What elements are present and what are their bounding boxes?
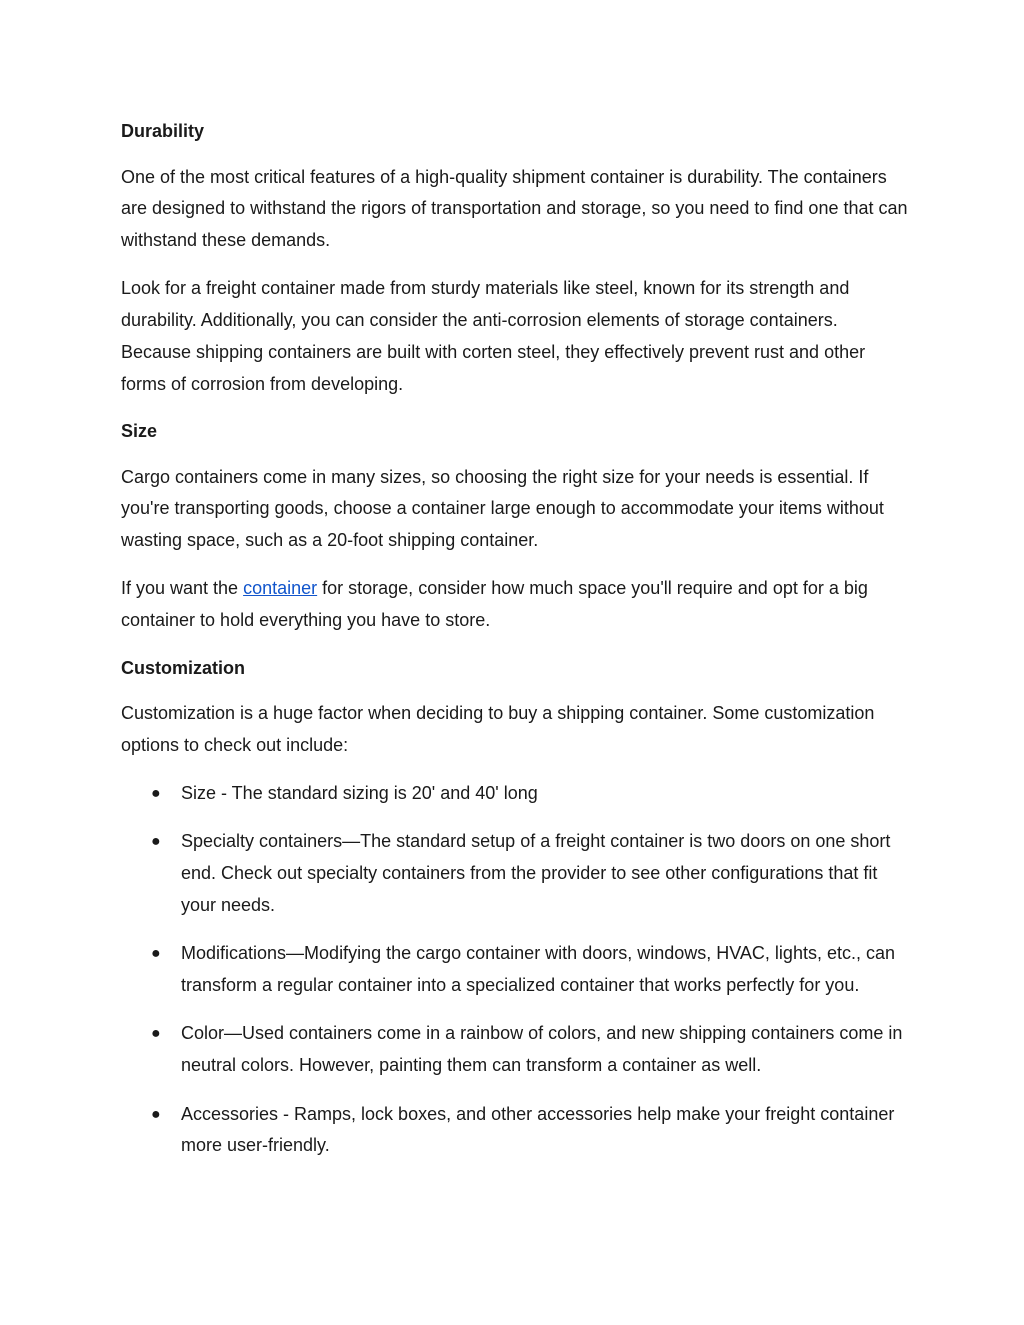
document-page (121, 117, 911, 1179)
bullet-icon: ● (151, 833, 161, 851)
bullet-icon: ● (151, 1025, 161, 1043)
paragraph: Look for a freight container made from sturdy materials like steel, known for its strength and durability. Additionally, you can consider the anti-corrosion elements of storage containers. Because shipping containers are built with corten steel, they effectively prevent rust and other forms of corrosion from developing. (121, 278, 866, 394)
list-item-text: Modifications—Modifying the cargo container with doors, windows, HVAC, lights, etc., can transform a regular container into a specialized container that works perfectly for you. (181, 943, 895, 996)
section-heading-durability: Durability (121, 121, 205, 141)
container-link[interactable]: container (243, 578, 318, 599)
paragraph-text: for storage, consider how much space you'll require and opt for a big container to hold everything you have to store. (121, 578, 868, 631)
list-item-text: Size - The standard sizing is 20' and 40' long (181, 783, 538, 804)
list-item (121, 1018, 911, 1082)
list-item-text: Color—Used containers come in a rainbow of colors, and new shipping containers come in neutral colors. However, painting them can transform a container as well. (181, 1023, 903, 1076)
section-heading-size: Size (121, 421, 158, 442)
paragraph-with-link (121, 573, 911, 637)
list-item (121, 1099, 911, 1163)
paragraph: Customization is a huge factor when deciding to buy a shipping container. Some customization options to check out include: (121, 703, 875, 755)
paragraph-text: If you want the (121, 578, 244, 599)
paragraph: One of the most critical features of a high-quality shipment container is durability. The containers are designed to withstand the rigors of transportation and storage, so you need to find one that can withstand these demands. (121, 166, 908, 251)
list-item (121, 778, 911, 810)
section-heading-customization: Customization (121, 657, 245, 678)
bullet-icon: ● (151, 1105, 161, 1123)
paragraph: Cargo containers come in many sizes, so choosing the right size for your needs is essential. If you're transporting goods, choose a container large enough to accommodate your items without wasting space, such as a 20-foot shipping container. (121, 466, 884, 551)
list-item-text: Specialty containers—The standard setup of a freight container is two doors on one short end. Check out specialty containers from the provider to see other configurations that fit your needs. (181, 831, 891, 916)
bullet-icon: ● (151, 945, 161, 963)
list-item-text: Accessories - Ramps, lock boxes, and other accessories help make your freight container more user-friendly. (181, 1103, 895, 1156)
bullet-icon: ● (151, 785, 161, 803)
list-item (121, 938, 911, 1002)
list-item (121, 826, 911, 921)
customization-options-list (121, 778, 911, 1162)
